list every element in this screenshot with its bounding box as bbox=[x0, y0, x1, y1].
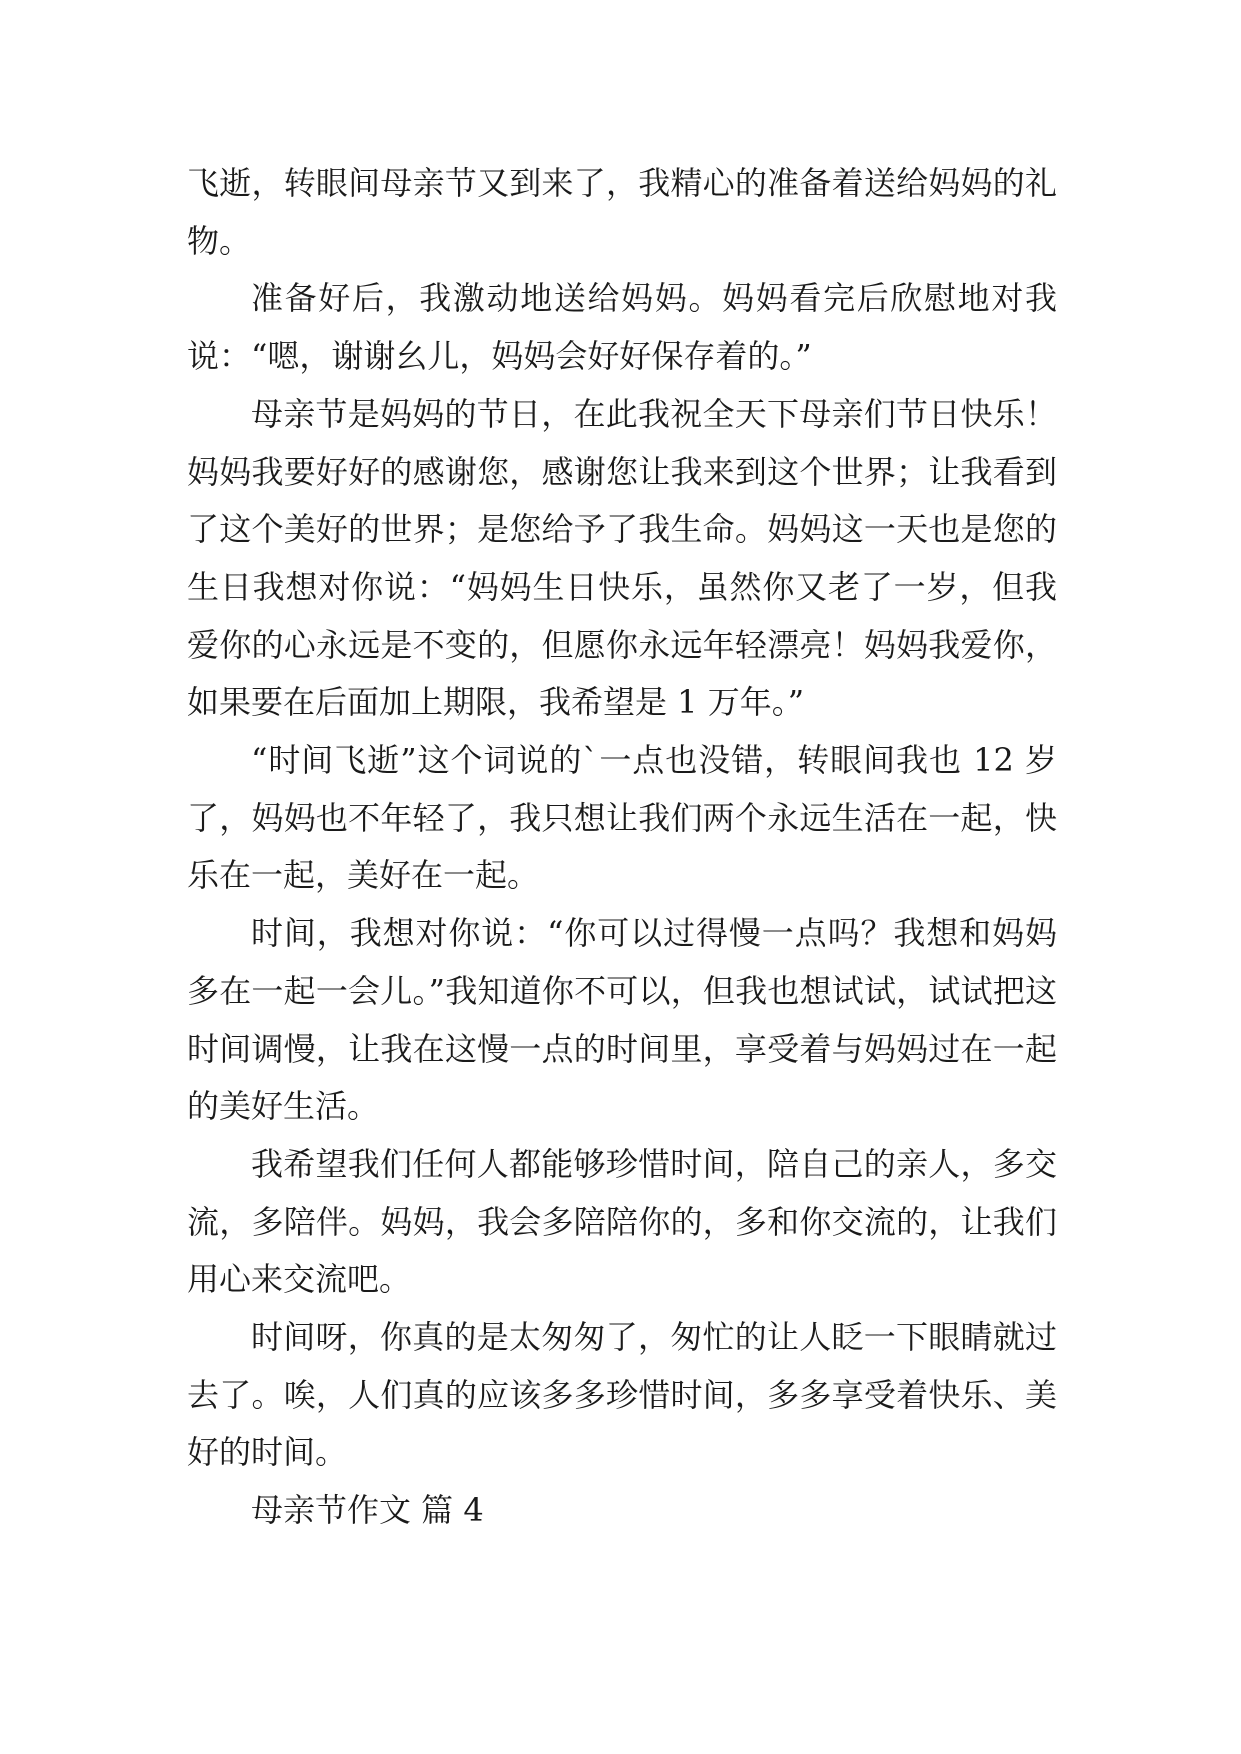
essay-body bbox=[187, 155, 1057, 1540]
section-heading: 母亲节作文 篇 4 bbox=[251, 1491, 484, 1530]
paragraph-2: 准备好后，我激动地送给妈妈。妈妈看完后欣慰地对我说：“嗯，谢谢幺儿，妈妈会好好保存着的。” bbox=[187, 279, 1057, 376]
paragraph-1: 飞逝，转眼间母亲节又到来了，我精心的准备着送给妈妈的礼物。 bbox=[187, 164, 1057, 260]
paragraph-6: 我希望我们任何人都能够珍惜时间，陪自己的亲人，多交流，多陪伴。妈妈，我会多陪陪你的，多和你交流的，让我们用心来交流吧。 bbox=[187, 1144, 1057, 1299]
paragraph-4: “时间飞逝”这个词说的`一点也没错，转眼间我也 12 岁了，妈妈也不年轻了，我只想让我们两个永远生活在一起，快乐在一起，美好在一起。 bbox=[187, 741, 1057, 895]
paragraph-7: 时间呀，你真的是太匆匆了，匆忙的让人眨一下眼睛就过去了。唉，人们真的应该多多珍惜时间，多多享受着快乐、美好的时间。 bbox=[187, 1318, 1057, 1472]
paragraph-5: 时间，我想对你说：“你可以过得慢一点吗？我想和妈妈多在一起一会儿。”我知道你不可以，但我也想试试，试试把这时间调慢，让我在这慢一点的时间里，享受着与妈妈过在一起的美好生活。 bbox=[187, 914, 1057, 1126]
paragraph-3: 母亲节是妈妈的节日，在此我祝全天下母亲们节日快乐！妈妈我要好好的感谢您，感谢您让我来到这个世界；让我看到了这个美好的世界；是您给予了我生命。妈妈这一天也是您的生日我想对你说：“妈妈生日快乐，虽然你又老了一岁，但我爱你的心永远是不变的，但愿你永远年轻漂亮！妈妈我爱你，如果要在后面加上期限，我希望是 1 万年。” bbox=[187, 394, 1057, 722]
